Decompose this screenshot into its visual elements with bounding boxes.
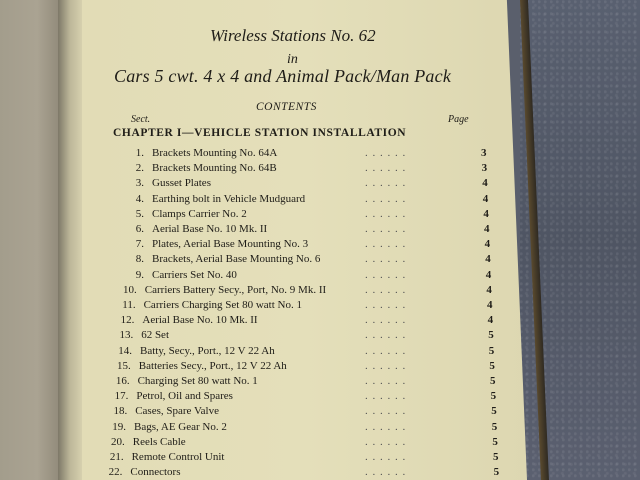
toc-entry bbox=[100, 464, 500, 480]
toc-entry bbox=[122, 206, 489, 222]
entry-title: Remote Control Unit bbox=[131, 451, 225, 463]
entry-title: Cases, Spare Valve bbox=[135, 405, 219, 418]
entry-number: 18. bbox=[113, 405, 128, 418]
dot-leader: . . . . . . bbox=[364, 390, 407, 403]
toc-entry bbox=[108, 373, 496, 389]
entry-number: 3. bbox=[135, 177, 144, 190]
entry-page-number: 5 bbox=[491, 420, 498, 433]
page-column-label: Page bbox=[448, 114, 469, 125]
title-line-3: Cars 5 cwt. 4 x 4 and Animal Pack/Man Pack bbox=[114, 66, 452, 86]
entry-title: Aerial Base No. 10 Mk. II bbox=[152, 223, 268, 235]
entry-title: Charging Set 80 watt No. 1 bbox=[137, 375, 258, 387]
entry-number: 6. bbox=[135, 223, 144, 235]
dot-leader: . . . . . . bbox=[364, 283, 407, 296]
entry-page-number: 5 bbox=[493, 466, 500, 479]
entry-title: Brackets Mounting No. 64A bbox=[152, 147, 278, 159]
entry-page-number: 4 bbox=[484, 238, 491, 251]
dot-leader: . . . . . . bbox=[364, 375, 407, 387]
title-line-2: in bbox=[287, 52, 298, 67]
entry-page-number: 5 bbox=[492, 451, 499, 463]
toc-entry bbox=[122, 191, 489, 207]
entry-number: 16. bbox=[115, 375, 130, 387]
entry-title: Batty, Secy., Port., 12 V 22 Ah bbox=[140, 344, 275, 357]
dot-leader: . . . . . . bbox=[365, 223, 407, 235]
toc-entry bbox=[122, 236, 491, 252]
dot-leader: . . . . . . bbox=[365, 192, 407, 205]
entry-page-number: 4 bbox=[486, 283, 492, 296]
dot-leader: . . . . . . bbox=[365, 420, 407, 433]
dot-leader: . . . . . . bbox=[365, 147, 407, 159]
entry-title: Clamps Carrier No. 2 bbox=[152, 207, 247, 220]
dot-leader: . . . . . . bbox=[365, 268, 407, 281]
toc-entry bbox=[122, 175, 488, 191]
sect-column-label: Sect. bbox=[131, 114, 151, 125]
toc-entry bbox=[111, 327, 494, 343]
entry-page-number: 5 bbox=[488, 344, 495, 357]
entry-number: 19. bbox=[112, 420, 126, 433]
toc-entry bbox=[115, 282, 492, 298]
dot-leader: . . . . . . bbox=[365, 238, 407, 251]
dot-leader: . . . . . . bbox=[365, 177, 407, 190]
entry-title: Brackets Mounting No. 64B bbox=[152, 162, 277, 175]
entry-title: Connectors bbox=[130, 466, 181, 479]
entry-page-number: 5 bbox=[491, 405, 497, 418]
entry-title: Gusset Plates bbox=[152, 177, 211, 190]
entry-title: Aerial Base No. 10 Mk. II bbox=[142, 314, 258, 327]
entry-title: 62 Set bbox=[141, 329, 169, 342]
entry-page-number: 5 bbox=[490, 390, 497, 403]
toc-entry bbox=[114, 297, 493, 313]
entry-page-number: 4 bbox=[482, 177, 488, 190]
entry-title: Carriers Battery Secy., Port, No. 9 Mk. II bbox=[144, 283, 327, 296]
entry-title: Batteries Secy., Port., 12 V 22 Ah bbox=[138, 359, 287, 372]
entry-number: 4. bbox=[135, 192, 144, 205]
entry-number: 1. bbox=[135, 147, 144, 159]
entry-title: Earthing bolt in Vehicle Mudguard bbox=[152, 192, 306, 205]
entry-page-number: 4 bbox=[482, 192, 489, 205]
dot-leader: . . . . . . bbox=[364, 299, 407, 311]
toc-entry bbox=[106, 388, 497, 404]
entry-number: 5. bbox=[135, 207, 144, 220]
entry-number: 21. bbox=[109, 451, 124, 463]
entry-number: 13. bbox=[119, 329, 134, 342]
toc-entry bbox=[122, 145, 487, 161]
toc-entry bbox=[110, 343, 495, 359]
entry-page-number: 4 bbox=[485, 253, 491, 266]
entry-page-number: 5 bbox=[489, 359, 495, 372]
entry-title: Plates, Aerial Base Mounting No. 3 bbox=[152, 238, 309, 251]
toc-entry bbox=[112, 312, 494, 328]
entry-page-number: 5 bbox=[489, 375, 496, 387]
entry-number: 12. bbox=[120, 314, 135, 327]
contents-heading: CONTENTS bbox=[256, 101, 317, 113]
entry-number: 9. bbox=[135, 268, 144, 281]
toc-entry bbox=[122, 267, 492, 283]
entry-page-number: 4 bbox=[487, 314, 494, 327]
toc-entry bbox=[122, 251, 491, 267]
entry-title: Reels Cable bbox=[132, 435, 186, 448]
dot-leader: . . . . . . bbox=[364, 451, 407, 463]
title-line-1: Wireless Stations No. 62 bbox=[210, 26, 376, 45]
toc-entry bbox=[102, 449, 499, 465]
entry-number: 11. bbox=[122, 299, 136, 311]
entry-number: 8. bbox=[135, 253, 144, 266]
dot-leader: . . . . . . bbox=[364, 359, 407, 372]
entry-title: Bags, AE Gear No. 2 bbox=[134, 420, 227, 433]
toc-entry bbox=[104, 419, 498, 435]
entry-title: Carriers Set No. 40 bbox=[152, 268, 237, 281]
entry-title: Brackets, Aerial Base Mounting No. 6 bbox=[152, 253, 321, 266]
toc-entry bbox=[105, 403, 497, 419]
toc-entry bbox=[103, 434, 498, 450]
dot-leader: . . . . . . bbox=[364, 466, 407, 479]
dot-leader: . . . . . . bbox=[365, 253, 407, 266]
entry-page-number: 3 bbox=[481, 147, 487, 159]
entry-page-number: 5 bbox=[492, 435, 498, 448]
entry-number: 15. bbox=[117, 359, 131, 372]
entry-page-number: 4 bbox=[485, 268, 492, 281]
dot-leader: . . . . . . bbox=[364, 329, 407, 342]
dot-leader: . . . . . . bbox=[364, 314, 407, 327]
entry-number: 10. bbox=[123, 283, 137, 296]
toc-entry bbox=[122, 160, 488, 176]
chapter-heading: CHAPTER I—VEHICLE STATION INSTALLATION bbox=[113, 127, 407, 139]
dot-leader: . . . . . . bbox=[364, 405, 407, 418]
toc-entry bbox=[109, 358, 495, 374]
toc-entry bbox=[122, 221, 490, 237]
entry-page-number: 4 bbox=[484, 223, 490, 235]
entry-number: 2. bbox=[135, 162, 144, 175]
entry-number: 22. bbox=[108, 466, 123, 479]
entry-title: Petrol, Oil and Spares bbox=[136, 390, 233, 403]
entry-number: 7. bbox=[135, 238, 144, 251]
entry-page-number: 4 bbox=[486, 299, 493, 311]
entry-title: Carriers Charging Set 80 watt No. 1 bbox=[143, 299, 302, 311]
entry-page-number: 5 bbox=[488, 329, 494, 342]
entry-number: 14. bbox=[118, 344, 132, 357]
dot-leader: . . . . . . bbox=[365, 162, 407, 175]
dot-leader: . . . . . . bbox=[364, 435, 407, 448]
dot-leader: . . . . . . bbox=[365, 207, 407, 220]
entry-number: 17. bbox=[114, 390, 129, 403]
entry-number: 20. bbox=[111, 435, 125, 448]
entry-page-number: 3 bbox=[481, 162, 488, 175]
dot-leader: . . . . . . bbox=[365, 344, 407, 357]
entry-page-number: 4 bbox=[483, 207, 489, 220]
